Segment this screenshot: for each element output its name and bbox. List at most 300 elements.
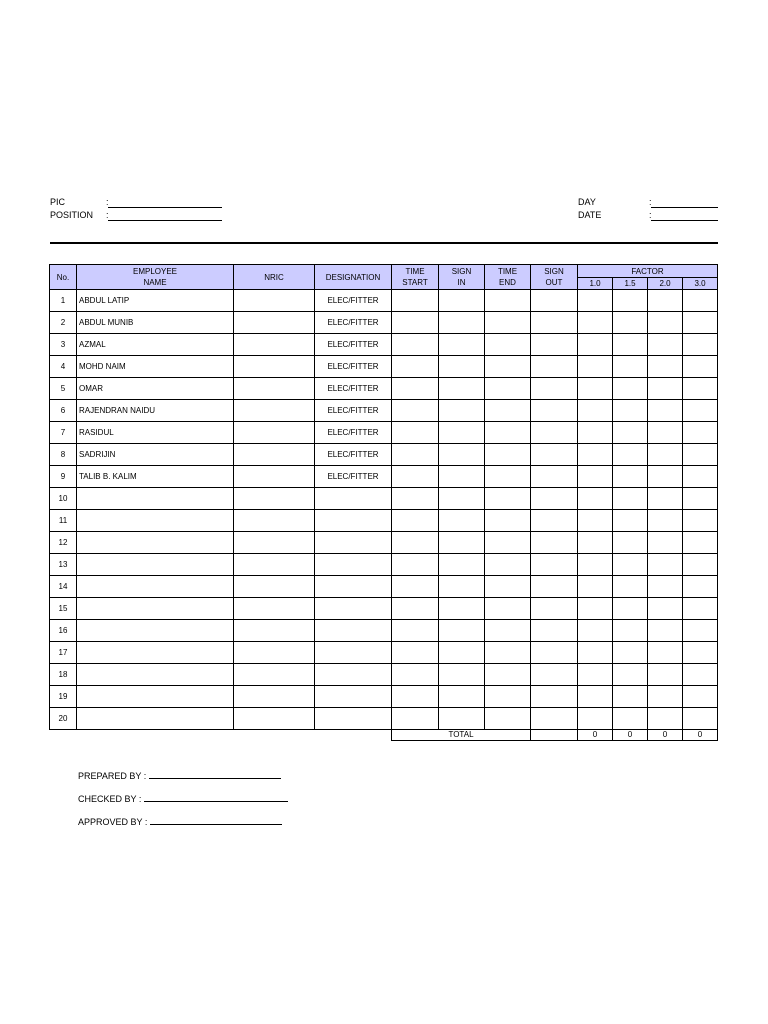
employee-name-cell[interactable] (77, 488, 234, 510)
factor-1-0-cell[interactable] (578, 334, 613, 356)
factor-2-0-cell[interactable] (648, 686, 683, 708)
sign-out-cell[interactable] (531, 642, 578, 664)
time-end-cell[interactable] (485, 510, 531, 532)
sign-out-cell[interactable] (531, 312, 578, 334)
factor-3-0-cell[interactable] (683, 664, 718, 686)
time-start-cell[interactable] (392, 444, 439, 466)
table-row (50, 620, 718, 642)
factor-2-0-cell[interactable] (648, 312, 683, 334)
sign-in-cell[interactable] (439, 466, 485, 488)
time-start-cell[interactable] (392, 400, 439, 422)
time-end-cell[interactable] (485, 576, 531, 598)
factor-1-0-cell[interactable] (578, 488, 613, 510)
sign-out-cell[interactable] (531, 290, 578, 312)
col-employee-line1: EMPLOYEE (132, 267, 177, 276)
factor-1-5-cell[interactable] (613, 554, 648, 576)
nric-cell[interactable] (234, 510, 315, 532)
employee-name-cell[interactable] (77, 598, 234, 620)
col-sign-in-header (439, 265, 485, 290)
designation-cell[interactable]: ELEC/FITTER (315, 356, 392, 378)
factor-1-5-cell[interactable] (613, 664, 648, 686)
factor-1-0-cell[interactable] (578, 312, 613, 334)
table-row (50, 708, 718, 730)
sign-out-cell[interactable] (531, 576, 578, 598)
factor-3-0-cell[interactable] (683, 466, 718, 488)
sign-out-cell[interactable] (531, 554, 578, 576)
sign-in-cell[interactable] (439, 642, 485, 664)
nric-cell[interactable] (234, 664, 315, 686)
sign-in-cell[interactable] (439, 708, 485, 730)
col-factor-1-5: 1.5 (613, 278, 648, 290)
sign-out-cell[interactable] (531, 466, 578, 488)
pic-label: PIC (50, 197, 66, 207)
sign-in-cell[interactable] (439, 356, 485, 378)
designation-cell[interactable] (315, 708, 392, 730)
factor-2-0-cell[interactable] (648, 334, 683, 356)
table-row (50, 576, 718, 598)
factor-3-0-cell[interactable] (683, 334, 718, 356)
factor-1-0-cell[interactable] (578, 356, 613, 378)
checked-by-field[interactable] (144, 792, 288, 802)
factor-1-5-cell[interactable] (613, 378, 648, 400)
timesheet-table (49, 264, 718, 741)
employee-name-cell[interactable]: AZMAL (77, 334, 234, 356)
sign-out-cell[interactable] (531, 598, 578, 620)
time-start-cell[interactable] (392, 290, 439, 312)
sign-in-cell[interactable] (439, 334, 485, 356)
position-field[interactable] (108, 210, 222, 221)
table-row (50, 290, 718, 312)
factor-2-0-cell[interactable] (648, 554, 683, 576)
time-start-cell[interactable] (392, 466, 439, 488)
factor-1-5-cell[interactable] (613, 312, 648, 334)
factor-3-0-cell[interactable] (683, 378, 718, 400)
factor-1-5-cell[interactable] (613, 576, 648, 598)
sign-out-cell[interactable] (531, 378, 578, 400)
col-time-end-line2: END (499, 278, 516, 287)
col-nric-header: NRIC (234, 265, 315, 290)
row-number: 13 (50, 554, 77, 576)
time-end-cell[interactable] (485, 488, 531, 510)
date-label: DATE (578, 210, 602, 220)
total-factor-2-0: 0 (648, 730, 683, 741)
sign-in-cell[interactable] (439, 400, 485, 422)
time-end-cell[interactable] (485, 620, 531, 642)
sign-out-cell[interactable] (531, 334, 578, 356)
table-row (50, 554, 718, 576)
time-end-cell[interactable] (485, 708, 531, 730)
factor-1-5-cell[interactable] (613, 422, 648, 444)
factor-3-0-cell[interactable] (683, 620, 718, 642)
employee-name-cell[interactable] (77, 664, 234, 686)
col-time-start-line1: TIME (405, 267, 425, 276)
nric-cell[interactable] (234, 598, 315, 620)
sign-in-cell[interactable] (439, 444, 485, 466)
sign-out-cell[interactable] (531, 510, 578, 532)
pic-field[interactable] (108, 197, 222, 208)
factor-2-0-cell[interactable] (648, 356, 683, 378)
date-colon: : (649, 210, 652, 220)
time-start-cell[interactable] (392, 422, 439, 444)
table-row (50, 422, 718, 444)
col-sign-in-line2: IN (457, 278, 466, 287)
sign-in-cell[interactable] (439, 576, 485, 598)
row-number: 3 (50, 334, 77, 356)
col-time-start-header (392, 265, 439, 290)
nric-cell[interactable] (234, 312, 315, 334)
factor-2-0-cell[interactable] (648, 576, 683, 598)
factor-2-0-cell[interactable] (648, 400, 683, 422)
nric-cell[interactable] (234, 642, 315, 664)
designation-cell[interactable]: ELEC/FITTER (315, 290, 392, 312)
sign-out-cell[interactable] (531, 686, 578, 708)
employee-name-cell[interactable]: RASIDUL (77, 422, 234, 444)
factor-1-0-cell[interactable] (578, 532, 613, 554)
designation-cell[interactable] (315, 510, 392, 532)
sign-out-cell[interactable] (531, 422, 578, 444)
employee-name-cell[interactable]: SADRIJIN (77, 444, 234, 466)
factor-2-0-cell[interactable] (648, 466, 683, 488)
prepared-by-field[interactable] (149, 769, 281, 779)
row-number: 8 (50, 444, 77, 466)
designation-cell[interactable] (315, 620, 392, 642)
factor-1-5-cell[interactable] (613, 598, 648, 620)
factor-3-0-cell[interactable] (683, 554, 718, 576)
header-right (578, 196, 719, 224)
factor-3-0-cell[interactable] (683, 444, 718, 466)
time-start-cell[interactable] (392, 378, 439, 400)
factor-3-0-cell[interactable] (683, 576, 718, 598)
nric-cell[interactable] (234, 356, 315, 378)
table-row (50, 510, 718, 532)
employee-name-cell[interactable]: MOHD NAIM (77, 356, 234, 378)
time-end-cell[interactable] (485, 444, 531, 466)
employee-name-cell[interactable]: RAJENDRAN NAIDU (77, 400, 234, 422)
time-end-cell[interactable] (485, 422, 531, 444)
employee-name-cell[interactable] (77, 642, 234, 664)
sign-out-cell[interactable] (531, 532, 578, 554)
col-sign-out-header (531, 265, 578, 290)
time-end-cell[interactable] (485, 290, 531, 312)
row-number: 2 (50, 312, 77, 334)
total-sign-out (531, 730, 578, 741)
time-end-cell[interactable] (485, 598, 531, 620)
sign-in-cell[interactable] (439, 532, 485, 554)
factor-3-0-cell[interactable] (683, 510, 718, 532)
factor-2-0-cell[interactable] (648, 378, 683, 400)
time-start-cell[interactable] (392, 510, 439, 532)
factor-2-0-cell[interactable] (648, 642, 683, 664)
approved-by-field[interactable] (150, 815, 282, 825)
employee-name-cell[interactable]: TALIB B. KALIM (77, 466, 234, 488)
time-start-cell[interactable] (392, 532, 439, 554)
factor-1-5-cell[interactable] (613, 356, 648, 378)
factor-3-0-cell[interactable] (683, 290, 718, 312)
employee-name-cell[interactable] (77, 620, 234, 642)
factor-1-0-cell[interactable] (578, 444, 613, 466)
nric-cell[interactable] (234, 290, 315, 312)
factor-3-0-cell[interactable] (683, 400, 718, 422)
factor-1-5-cell[interactable] (613, 510, 648, 532)
col-employee-line2: NAME (143, 278, 167, 287)
time-end-cell[interactable] (485, 400, 531, 422)
row-number: 1 (50, 290, 77, 312)
nric-cell[interactable] (234, 708, 315, 730)
sign-in-cell[interactable] (439, 598, 485, 620)
factor-2-0-cell[interactable] (648, 422, 683, 444)
factor-1-5-cell[interactable] (613, 488, 648, 510)
nric-cell[interactable] (234, 554, 315, 576)
table-row (50, 686, 718, 708)
sign-in-cell[interactable] (439, 378, 485, 400)
table-row (50, 334, 718, 356)
factor-1-5-cell[interactable] (613, 532, 648, 554)
designation-cell[interactable]: ELEC/FITTER (315, 400, 392, 422)
factor-1-0-cell[interactable] (578, 290, 613, 312)
time-end-cell[interactable] (485, 312, 531, 334)
total-factor-1-5: 0 (613, 730, 648, 741)
time-end-cell[interactable] (485, 378, 531, 400)
factor-3-0-cell[interactable] (683, 598, 718, 620)
sign-in-cell[interactable] (439, 312, 485, 334)
col-employee-header (77, 265, 234, 290)
date-field[interactable] (651, 210, 718, 221)
table-row (50, 444, 718, 466)
table-row (50, 642, 718, 664)
factor-1-5-cell[interactable] (613, 686, 648, 708)
col-sign-in-line1: SIGN (451, 267, 472, 276)
designation-cell[interactable]: ELEC/FITTER (315, 444, 392, 466)
time-end-cell[interactable] (485, 532, 531, 554)
row-number: 19 (50, 686, 77, 708)
total-factor-3-0: 0 (683, 730, 718, 741)
time-start-cell[interactable] (392, 686, 439, 708)
sign-out-cell[interactable] (531, 444, 578, 466)
time-start-cell[interactable] (392, 598, 439, 620)
factor-1-0-cell[interactable] (578, 664, 613, 686)
time-start-cell[interactable] (392, 554, 439, 576)
nric-cell[interactable] (234, 532, 315, 554)
designation-cell[interactable] (315, 598, 392, 620)
factor-1-0-cell[interactable] (578, 708, 613, 730)
factor-3-0-cell[interactable] (683, 686, 718, 708)
time-end-cell[interactable] (485, 334, 531, 356)
factor-2-0-cell[interactable] (648, 532, 683, 554)
total-factor-1-0: 0 (578, 730, 613, 741)
factor-3-0-cell[interactable] (683, 356, 718, 378)
col-factor-2-0: 2.0 (648, 278, 683, 290)
factor-1-0-cell[interactable] (578, 400, 613, 422)
designation-cell[interactable]: ELEC/FITTER (315, 378, 392, 400)
designation-cell[interactable]: ELEC/FITTER (315, 334, 392, 356)
row-number: 11 (50, 510, 77, 532)
time-start-cell[interactable] (392, 642, 439, 664)
factor-1-0-cell[interactable] (578, 422, 613, 444)
nric-cell[interactable] (234, 334, 315, 356)
factor-1-5-cell[interactable] (613, 400, 648, 422)
employee-name-cell[interactable]: ABDUL LATIP (77, 290, 234, 312)
sign-out-cell[interactable] (531, 664, 578, 686)
table-row (50, 312, 718, 334)
header-divider (50, 242, 718, 244)
row-number: 9 (50, 466, 77, 488)
table-row (50, 466, 718, 488)
table-row (50, 400, 718, 422)
factor-1-0-cell[interactable] (578, 642, 613, 664)
factor-1-5-cell[interactable] (613, 444, 648, 466)
total-spacer (50, 730, 392, 741)
designation-cell[interactable]: ELEC/FITTER (315, 312, 392, 334)
time-start-cell[interactable] (392, 488, 439, 510)
sign-out-cell[interactable] (531, 400, 578, 422)
approved-by (78, 815, 282, 827)
designation-cell[interactable] (315, 686, 392, 708)
time-start-cell[interactable] (392, 576, 439, 598)
factor-1-5-cell[interactable] (613, 334, 648, 356)
nric-cell[interactable] (234, 686, 315, 708)
factor-1-5-cell[interactable] (613, 620, 648, 642)
sign-in-cell[interactable] (439, 290, 485, 312)
factor-2-0-cell[interactable] (648, 488, 683, 510)
time-end-cell[interactable] (485, 356, 531, 378)
designation-cell[interactable] (315, 576, 392, 598)
factor-3-0-cell[interactable] (683, 532, 718, 554)
row-number: 17 (50, 642, 77, 664)
row-number: 4 (50, 356, 77, 378)
factor-2-0-cell[interactable] (648, 444, 683, 466)
col-time-start-line2: START (402, 278, 428, 287)
employee-name-cell[interactable] (77, 554, 234, 576)
sign-in-cell[interactable] (439, 422, 485, 444)
header-left (50, 196, 230, 224)
designation-cell[interactable] (315, 488, 392, 510)
table-row (50, 532, 718, 554)
designation-cell[interactable]: ELEC/FITTER (315, 422, 392, 444)
factor-2-0-cell[interactable] (648, 620, 683, 642)
time-end-cell[interactable] (485, 466, 531, 488)
row-number: 15 (50, 598, 77, 620)
time-start-cell[interactable] (392, 664, 439, 686)
nric-cell[interactable] (234, 466, 315, 488)
sign-out-cell[interactable] (531, 620, 578, 642)
factor-2-0-cell[interactable] (648, 598, 683, 620)
prepared-by-label: PREPARED BY : (78, 771, 147, 781)
time-start-cell[interactable] (392, 334, 439, 356)
row-number: 14 (50, 576, 77, 598)
employee-name-cell[interactable] (77, 532, 234, 554)
nric-cell[interactable] (234, 620, 315, 642)
sign-in-cell[interactable] (439, 554, 485, 576)
factor-3-0-cell[interactable] (683, 708, 718, 730)
table-row (50, 488, 718, 510)
factor-1-0-cell[interactable] (578, 510, 613, 532)
time-end-cell[interactable] (485, 554, 531, 576)
factor-3-0-cell[interactable] (683, 642, 718, 664)
checked-by (78, 792, 288, 804)
table-row (50, 356, 718, 378)
col-sign-out-line1: SIGN (544, 267, 564, 276)
sign-in-cell[interactable] (439, 510, 485, 532)
time-end-cell[interactable] (485, 642, 531, 664)
nric-cell[interactable] (234, 400, 315, 422)
row-number: 10 (50, 488, 77, 510)
position-colon: : (106, 210, 109, 220)
factor-2-0-cell[interactable] (648, 290, 683, 312)
approved-by-label: APPROVED BY : (78, 817, 148, 827)
nric-cell[interactable] (234, 422, 315, 444)
designation-cell[interactable] (315, 532, 392, 554)
factor-3-0-cell[interactable] (683, 312, 718, 334)
col-no-header: No. (50, 265, 77, 290)
table-row (50, 664, 718, 686)
sign-in-cell[interactable] (439, 686, 485, 708)
employee-name-cell[interactable] (77, 686, 234, 708)
time-end-cell[interactable] (485, 686, 531, 708)
factor-2-0-cell[interactable] (648, 708, 683, 730)
factor-1-0-cell[interactable] (578, 620, 613, 642)
sign-in-cell[interactable] (439, 488, 485, 510)
time-start-cell[interactable] (392, 356, 439, 378)
sign-out-cell[interactable] (531, 708, 578, 730)
nric-cell[interactable] (234, 488, 315, 510)
employee-name-cell[interactable] (77, 510, 234, 532)
factor-1-5-cell[interactable] (613, 466, 648, 488)
employee-name-cell[interactable]: ABDUL MUNIB (77, 312, 234, 334)
sign-in-cell[interactable] (439, 620, 485, 642)
nric-cell[interactable] (234, 576, 315, 598)
designation-cell[interactable] (315, 664, 392, 686)
factor-1-0-cell[interactable] (578, 686, 613, 708)
factor-1-0-cell[interactable] (578, 598, 613, 620)
row-number: 7 (50, 422, 77, 444)
time-end-cell[interactable] (485, 664, 531, 686)
employee-name-cell[interactable] (77, 708, 234, 730)
designation-cell[interactable] (315, 554, 392, 576)
sign-out-cell[interactable] (531, 356, 578, 378)
factor-1-5-cell[interactable] (613, 290, 648, 312)
factor-2-0-cell[interactable] (648, 510, 683, 532)
nric-cell[interactable] (234, 444, 315, 466)
employee-name-cell[interactable]: OMAR (77, 378, 234, 400)
nric-cell[interactable] (234, 378, 315, 400)
factor-1-5-cell[interactable] (613, 708, 648, 730)
factor-1-0-cell[interactable] (578, 466, 613, 488)
factor-1-0-cell[interactable] (578, 576, 613, 598)
factor-3-0-cell[interactable] (683, 422, 718, 444)
row-number: 6 (50, 400, 77, 422)
factor-1-5-cell[interactable] (613, 642, 648, 664)
col-designation-header: DESIGNATION (315, 265, 392, 290)
time-start-cell[interactable] (392, 620, 439, 642)
designation-cell[interactable]: ELEC/FITTER (315, 466, 392, 488)
designation-cell[interactable] (315, 642, 392, 664)
day-field[interactable] (651, 197, 718, 208)
row-number: 5 (50, 378, 77, 400)
factor-3-0-cell[interactable] (683, 488, 718, 510)
row-number: 20 (50, 708, 77, 730)
total-label: TOTAL (392, 730, 531, 741)
pic-colon: : (106, 197, 109, 207)
time-start-cell[interactable] (392, 312, 439, 334)
table-row (50, 598, 718, 620)
employee-name-cell[interactable] (77, 576, 234, 598)
factor-1-0-cell[interactable] (578, 378, 613, 400)
sign-in-cell[interactable] (439, 664, 485, 686)
time-start-cell[interactable] (392, 708, 439, 730)
factor-1-0-cell[interactable] (578, 554, 613, 576)
factor-2-0-cell[interactable] (648, 664, 683, 686)
sign-out-cell[interactable] (531, 488, 578, 510)
